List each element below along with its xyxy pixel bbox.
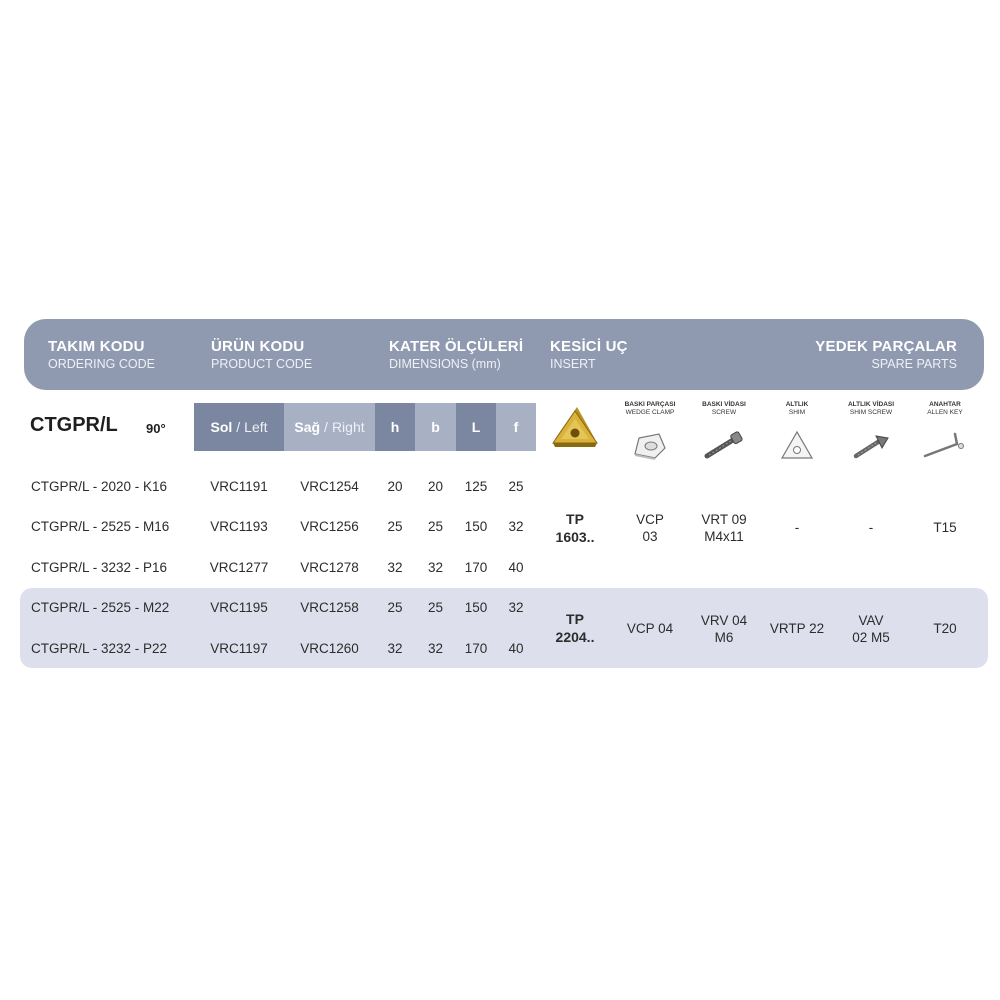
row-5-left: VRC1197 xyxy=(210,641,268,656)
spare-label-shim-en: SHIM xyxy=(788,409,806,416)
spare-label-shim xyxy=(757,401,837,417)
row-1-right: VRC1254 xyxy=(300,479,359,494)
header-product-code xyxy=(211,338,312,371)
row-5-h: 32 xyxy=(387,641,403,656)
header-insert-tr: KESİCİ UÇ xyxy=(550,338,628,355)
spare-label-screw-tr: BASKI VİDASI xyxy=(702,401,746,408)
row-1-f: 25 xyxy=(508,479,524,494)
tool-angle: 90° xyxy=(146,421,166,436)
group-2-shim-screw-line2: 02 M5 xyxy=(852,630,890,645)
group-1-key: T15 xyxy=(933,520,957,535)
group-1-insert-line1: TP xyxy=(566,511,584,527)
spare-label-allen-key-en: ALLEN KEY xyxy=(927,409,963,416)
group-1-shim: - xyxy=(794,520,800,535)
header-product-code-tr: ÜRÜN KODU xyxy=(211,338,305,355)
row-1-b: 20 xyxy=(427,479,444,494)
group-1-screw-line1: VRT 09 xyxy=(701,512,747,527)
chip-left-en: Left xyxy=(244,419,268,435)
row-5-code: CTGPR/L - 3232 - P22 xyxy=(31,641,168,656)
row-3-L: 170 xyxy=(464,560,488,575)
header-spare-parts xyxy=(757,338,957,371)
spare-label-wedge-clamp-tr: BASKI PARÇASI xyxy=(624,401,676,408)
shim-screw-icon xyxy=(846,428,896,462)
group-1-insert xyxy=(545,510,605,546)
row-5-b: 32 xyxy=(427,641,444,656)
header-spare-parts-tr: YEDEK PARÇALAR xyxy=(815,338,957,355)
row-4-h: 25 xyxy=(387,600,403,615)
header-insert-en: INSERT xyxy=(550,357,596,371)
header-ordering-code-tr: TAKIM KODU xyxy=(48,338,145,355)
chip-right-tr: Sağ xyxy=(294,419,321,435)
row-2-b: 25 xyxy=(427,519,444,534)
shim-icon xyxy=(772,428,822,462)
group-2-insert-line2: 2204.. xyxy=(555,629,595,645)
group-2-shim: VRTP 22 xyxy=(769,621,825,636)
group-2-key: T20 xyxy=(933,621,957,636)
row-3-f: 40 xyxy=(508,560,524,575)
row-2-left: VRC1193 xyxy=(210,519,268,534)
group-2-screw xyxy=(684,612,764,646)
header-spare-parts-en: SPARE PARTS xyxy=(871,357,957,371)
chip-h: h xyxy=(375,403,415,451)
spare-label-wedge-clamp-en: WEDGE CLAMP xyxy=(625,409,675,416)
group-2-screw-line1: VRV 04 xyxy=(700,613,748,628)
header-ordering-code-en: ORDERING CODE xyxy=(48,357,155,371)
row-4-f: 32 xyxy=(508,600,524,615)
header-insert xyxy=(550,338,628,371)
group-1-insert-line2: 1603.. xyxy=(555,529,595,545)
row-2-code: CTGPR/L - 2525 - M16 xyxy=(31,519,170,534)
row-1-left: VRC1191 xyxy=(210,479,268,494)
row-4-L: 150 xyxy=(464,600,488,615)
group-1-clamp-line1: VCP xyxy=(636,512,664,527)
row-3-h: 32 xyxy=(387,560,403,575)
allen-key-icon xyxy=(919,428,969,462)
group-2-clamp: VCP 04 xyxy=(626,621,674,636)
row-3-code: CTGPR/L - 3232 - P16 xyxy=(31,560,168,575)
row-4-right: VRC1258 xyxy=(300,600,359,615)
chip-right-en: Right xyxy=(331,419,365,435)
header-dimensions xyxy=(389,338,523,371)
header-product-code-en: PRODUCT CODE xyxy=(211,357,313,371)
spare-label-screw-en: SCREW xyxy=(711,409,737,416)
row-1-L: 125 xyxy=(464,479,488,494)
wedge-clamp-icon xyxy=(625,428,675,462)
tool-title: CTGPR/L xyxy=(30,414,118,436)
group-2-insert-line1: TP xyxy=(566,611,584,627)
row-3-b: 32 xyxy=(427,560,444,575)
spare-label-shim-screw xyxy=(831,401,911,417)
row-3-left: VRC1277 xyxy=(209,560,269,575)
group-1-clamp-line2: 03 xyxy=(642,529,658,544)
row-4-code: CTGPR/L - 2525 - M22 xyxy=(31,600,170,615)
group-2-insert xyxy=(545,610,605,646)
row-2-L: 150 xyxy=(464,519,488,534)
chip-left-tr: Sol xyxy=(210,419,233,435)
group-1-shim-screw: - xyxy=(868,520,874,535)
chip-left xyxy=(194,403,284,451)
row-2-right: VRC1256 xyxy=(300,519,359,534)
row-4-left: VRC1195 xyxy=(210,600,268,615)
chip-f: f xyxy=(496,403,536,451)
row-2-h: 25 xyxy=(387,519,403,534)
spare-label-shim-screw-tr: ALTLIK VİDASI xyxy=(847,401,895,408)
screw-icon xyxy=(699,428,749,462)
chip-L: L xyxy=(456,403,496,451)
spare-label-allen-key xyxy=(905,401,985,417)
group-2-screw-line2: M6 xyxy=(714,630,734,645)
spare-label-allen-key-tr: ANAHTAR xyxy=(929,401,961,408)
insert-icon xyxy=(551,405,599,449)
row-1-code: CTGPR/L - 2020 - K16 xyxy=(31,479,168,494)
group-1-screw xyxy=(684,511,764,545)
group-2-shim-screw xyxy=(831,612,911,646)
row-5-f: 40 xyxy=(508,641,524,656)
chip-right-separator: / xyxy=(324,419,328,435)
row-2-f: 32 xyxy=(508,519,524,534)
row-4-b: 25 xyxy=(427,600,444,615)
header-dimensions-tr: KATER ÖLÇÜLERİ xyxy=(389,338,524,355)
chip-left-separator: / xyxy=(236,419,241,435)
spare-label-shim-screw-en: SHIM SCREW xyxy=(849,409,893,416)
chip-right xyxy=(284,403,375,451)
header-dimensions-en: DIMENSIONS (mm) xyxy=(389,357,501,371)
spare-label-shim-tr: ALTLIK xyxy=(785,401,809,408)
group-2-shim-screw-line1: VAV xyxy=(858,613,884,628)
group-1-clamp xyxy=(610,511,690,545)
group-1-screw-line2: M4x11 xyxy=(704,529,744,544)
row-5-right: VRC1260 xyxy=(300,641,359,656)
row-1-h: 20 xyxy=(387,479,403,494)
spare-label-wedge-clamp xyxy=(610,401,690,417)
chip-b: b xyxy=(415,403,456,451)
header-ordering-code xyxy=(48,338,155,371)
row-3-right: VRC1278 xyxy=(300,560,359,575)
row-5-L: 170 xyxy=(464,641,488,656)
spare-label-screw xyxy=(684,401,764,417)
